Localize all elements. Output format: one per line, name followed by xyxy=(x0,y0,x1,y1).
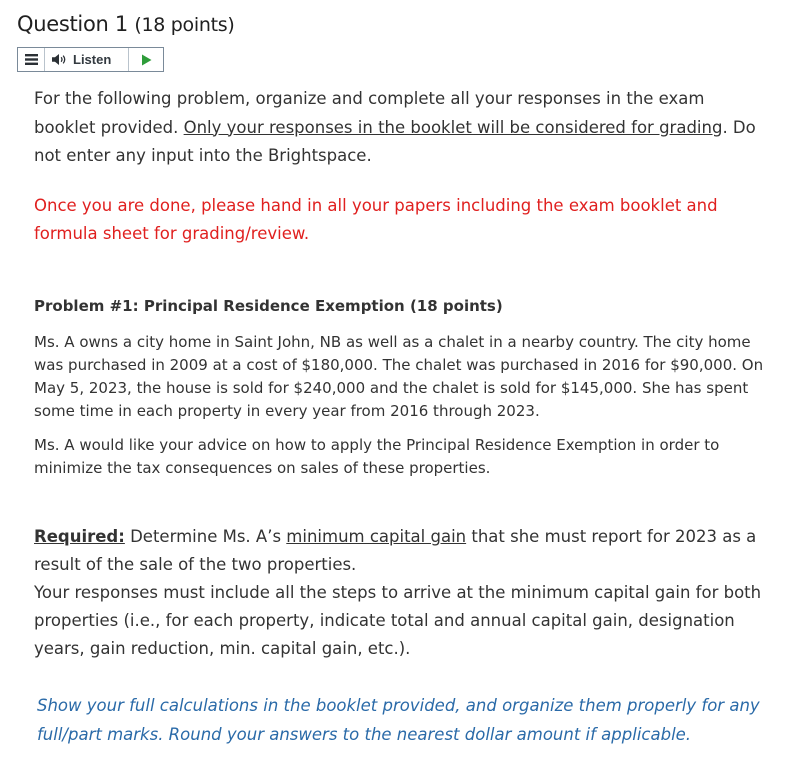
hand-in-reminder: Once you are done, please hand in all your papers including the exam booklet and formula sheet for grading/review. xyxy=(34,196,718,243)
play-button[interactable] xyxy=(129,48,163,71)
question-title xyxy=(17,12,234,36)
problem-paragraph-1: Ms. A owns a city home in Saint John, NB as well as a chalet in a nearby country. The city home was purchased in 2009 at a cost of $180,000. The chalet was purchased in 2016 for $90,000. On May 5, 2023, the house is sold for $240,000 and the chalet is sold for $145,000. She has spent some time in each property in every year from 2016 through 2023. xyxy=(34,333,764,420)
readspeaker-toolbar xyxy=(17,47,164,72)
question-number: Question 1 xyxy=(17,12,128,36)
intro-underlined-text: Only your responses in the booklet will be considered for grading xyxy=(183,117,723,137)
problem-title: Problem #1: Principal Residence Exemption (18 points) xyxy=(34,297,503,315)
required-steps-text: Your responses must include all the steps to arrive at the minimum capital gain for both properties (i.e., for each property, indicate total and annual capital gain, designation years, gain reduction, min. capital gain, etc.). xyxy=(34,583,762,658)
listen-button[interactable] xyxy=(45,48,129,71)
required-underlined-text: minimum capital gain xyxy=(286,527,467,546)
question-points: (18 points) xyxy=(134,14,235,36)
required-instruction xyxy=(34,523,764,579)
hamburger-menu-icon xyxy=(25,54,38,65)
required-label: Required: xyxy=(34,527,125,546)
required-text-2: that she must report for 2023 as a result of the sale of the two properties. xyxy=(34,527,757,574)
calculation-note: Show your full calculations in the booklet provided, and organize them properly for any full/part marks. Round your answers to the nearest dollar amount if applicable. xyxy=(37,696,760,744)
intro-text-2: . Do not enter any input into the Brightspace. xyxy=(34,117,756,165)
intro-text-1: For the following problem, organize and complete all your responses in the exam booklet provided. xyxy=(34,89,705,137)
problem-paragraph-2: Ms. A would like your advice on how to apply the Principal Residence Exemption in order to minimize the tax consequences on sales of these properties. xyxy=(34,436,720,477)
required-text-1: Determine Ms. A’s xyxy=(124,527,287,546)
listen-label: Listen xyxy=(73,52,112,67)
required-section xyxy=(34,523,764,663)
speaker-icon xyxy=(51,53,68,66)
readspeaker-menu-button[interactable] xyxy=(18,48,45,71)
play-icon xyxy=(141,54,152,66)
intro-paragraph xyxy=(34,85,764,171)
